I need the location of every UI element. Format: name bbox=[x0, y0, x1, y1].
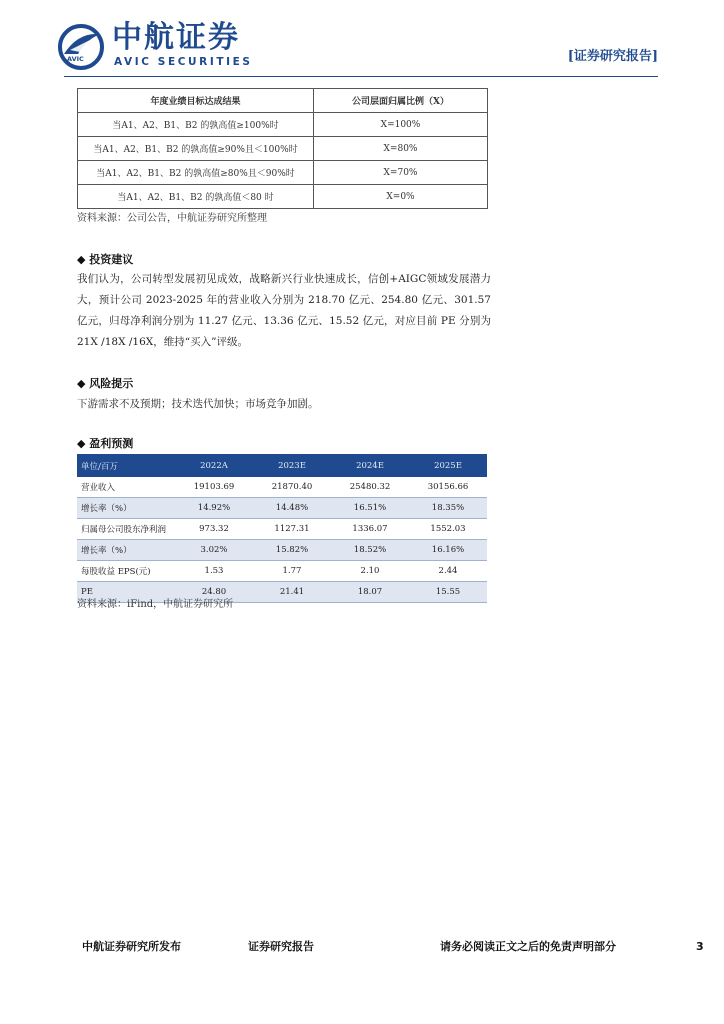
table-cell: 1.77 bbox=[253, 561, 331, 582]
table-cell: 14.92% bbox=[175, 498, 253, 519]
table-cell: 3.02% bbox=[175, 540, 253, 561]
table-row bbox=[78, 161, 488, 185]
table-row bbox=[78, 137, 488, 161]
footer-disclaimer: 请务必阅读正文之后的免责声明部分 bbox=[440, 940, 616, 953]
row-label: PE bbox=[77, 582, 175, 603]
table-cell: 973.32 bbox=[175, 519, 253, 540]
row-label: 增长率（%） bbox=[77, 540, 175, 561]
table-header-row bbox=[78, 89, 488, 113]
table-cell: 15.82% bbox=[253, 540, 331, 561]
forecast-source-note: 资料来源：iFind，中航证券研究所 bbox=[77, 599, 234, 610]
logo-mark-text: AVIC bbox=[67, 55, 84, 63]
table-cell: 2.44 bbox=[409, 561, 487, 582]
page-number: 3 bbox=[696, 940, 704, 953]
table-cell: 16.16% bbox=[409, 540, 487, 561]
avic-logo-icon bbox=[58, 24, 104, 70]
table-row bbox=[77, 477, 487, 498]
report-type-tag: [证券研究报告] bbox=[567, 49, 658, 64]
investment-paragraph: 我们认为，公司转型发展初见成效，战略新兴行业快速成长，信创+AIGC领域发展潜力大，预计公司 2023-2025 年的营业收入分别为 218.70 亿元、254.80 亿元、301.57 亿元，归母净利润分别为 11.27 亿元、13.36 亿元、15.52 亿元，对应目前 PE 分别为 21X /18X /16X，维持“买入”评级。 bbox=[77, 273, 491, 348]
earnings-forecast-table bbox=[77, 454, 487, 603]
investment-heading: ◆ 投资建议 bbox=[77, 253, 134, 266]
column-header: 2024E bbox=[331, 454, 409, 477]
table-header-row bbox=[77, 454, 487, 477]
table-cell: 当A1、A2、B1、B2 的孰高值≥100%时 bbox=[78, 113, 314, 137]
table-cell: 30156.66 bbox=[409, 477, 487, 498]
table-row bbox=[77, 561, 487, 582]
table-cell: 25480.32 bbox=[331, 477, 409, 498]
table-cell: 18.35% bbox=[409, 498, 487, 519]
column-header: 2022A bbox=[175, 454, 253, 477]
table-cell: 21.41 bbox=[253, 582, 331, 603]
table-cell: 18.52% bbox=[331, 540, 409, 561]
table-cell: 1552.03 bbox=[409, 519, 487, 540]
table-row bbox=[77, 519, 487, 540]
table-cell: 21870.40 bbox=[253, 477, 331, 498]
table-cell: 14.48% bbox=[253, 498, 331, 519]
footer-report-type: 证券研究报告 bbox=[248, 940, 314, 953]
risk-paragraph: 下游需求不及预期；技术迭代加快；市场竞争加剧。 bbox=[77, 398, 319, 410]
table-cell: 1336.07 bbox=[331, 519, 409, 540]
table-cell: X=70% bbox=[314, 161, 488, 185]
table-row bbox=[78, 113, 488, 137]
table-row bbox=[77, 498, 487, 519]
risk-heading: ◆ 风险提示 bbox=[77, 377, 134, 390]
table-cell: 18.07 bbox=[331, 582, 409, 603]
table-cell: 当A1、A2、B1、B2 的孰高值≥90%且＜100%时 bbox=[78, 137, 314, 161]
footer-publisher: 中航证券研究所发布 bbox=[82, 940, 181, 953]
target-achievement-table bbox=[77, 88, 488, 209]
table-cell: 16.51% bbox=[331, 498, 409, 519]
header-divider bbox=[64, 76, 658, 77]
table-source-note: 资料来源：公司公告，中航证券研究所整理 bbox=[77, 213, 267, 224]
table-cell: X=80% bbox=[314, 137, 488, 161]
row-label: 营业收入 bbox=[77, 477, 175, 498]
row-label: 每股收益 EPS(元) bbox=[77, 561, 175, 582]
table-cell: 1127.31 bbox=[253, 519, 331, 540]
column-header: 年度业绩目标达成结果 bbox=[78, 89, 314, 113]
column-header: 单位/百万 bbox=[77, 454, 175, 477]
table-row bbox=[78, 185, 488, 209]
column-header: 2023E bbox=[253, 454, 331, 477]
table-cell: 当A1、A2、B1、B2 的孰高值＜80 时 bbox=[78, 185, 314, 209]
table-cell: 24.80 bbox=[175, 582, 253, 603]
page-header bbox=[0, 0, 724, 80]
column-header: 2025E bbox=[409, 454, 487, 477]
forecast-heading: ◆ 盈利预测 bbox=[77, 437, 134, 450]
row-label: 增长率（%） bbox=[77, 498, 175, 519]
table-cell: 19103.69 bbox=[175, 477, 253, 498]
row-label: 归属母公司股东净利润 bbox=[77, 519, 175, 540]
table-cell: 1.53 bbox=[175, 561, 253, 582]
table-cell: 2.10 bbox=[331, 561, 409, 582]
column-header: 公司层面归属比例（X） bbox=[314, 89, 488, 113]
table-row bbox=[77, 540, 487, 561]
logo-english-name: AVIC SECURITIES bbox=[114, 56, 253, 68]
table-cell: 当A1、A2、B1、B2 的孰高值≥80%且＜90%时 bbox=[78, 161, 314, 185]
table-cell: 15.55 bbox=[409, 582, 487, 603]
table-cell: X=0% bbox=[314, 185, 488, 209]
logo-chinese-name: 中航证券 bbox=[112, 20, 240, 55]
table-cell: X=100% bbox=[314, 113, 488, 137]
